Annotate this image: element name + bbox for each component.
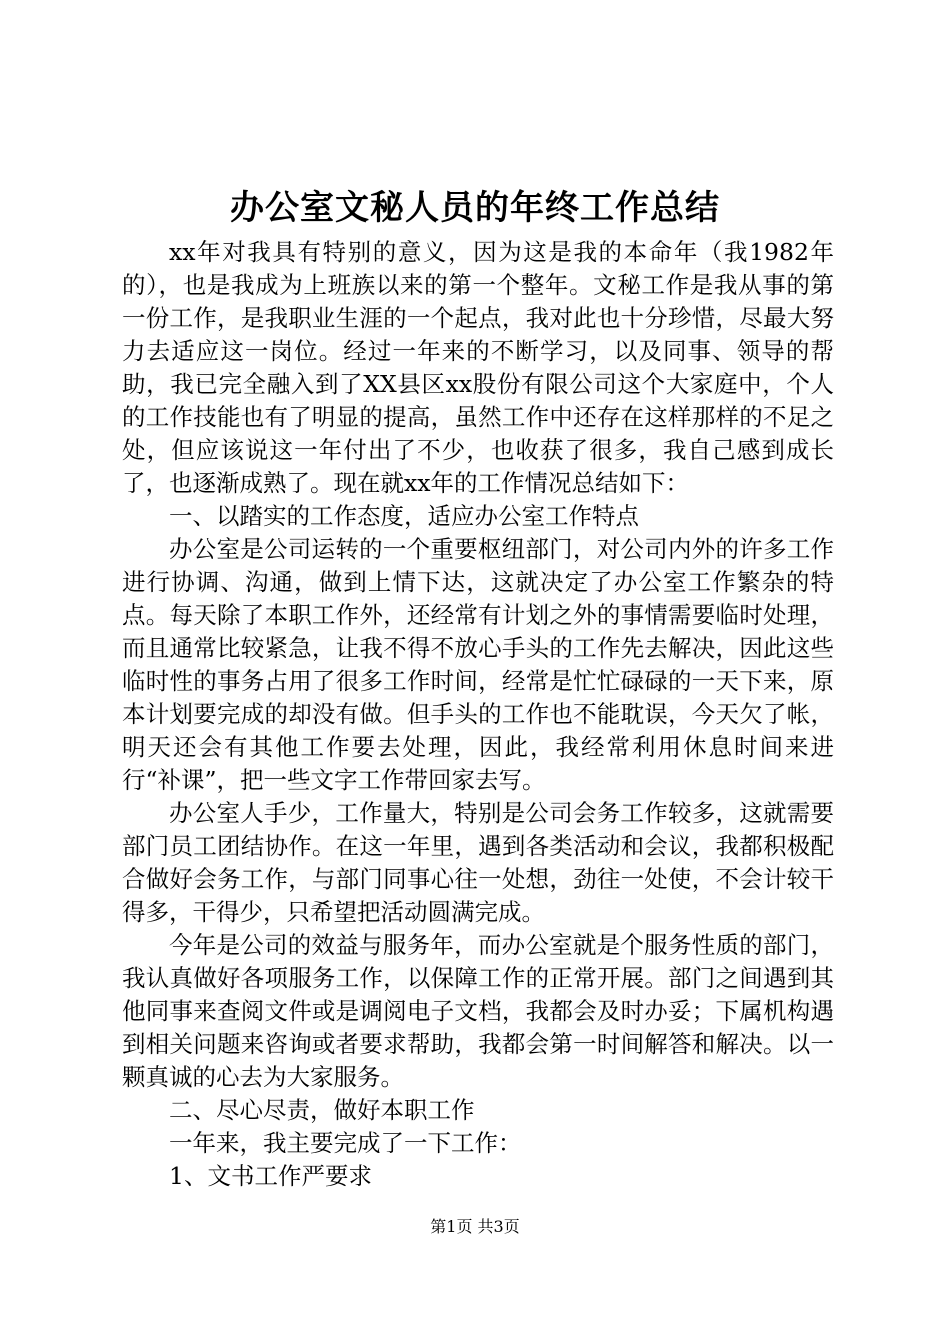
paragraph-teamwork: 办公室人手少，工作量大，特别是公司会务工作较多，这就需要部门员工团结协作。在这一年里，遇到各类活动和会议，我都积极配合做好会务工作，与部门同事心往一处想，劲往一处使，不会计较干得多，干得少，只希望把活动圆满完成。 <box>122 799 834 926</box>
paragraph-intro: xx年对我具有特别的意义，因为这是我的本命年（我1982年的），也是我成为上班族以来的第一个整年。文秘工作是我从事的第一份工作，是我职业生涯的一个起点，我对此也十分珍惜，尽最大努力去适应这一岗位。经过一年来的不断学习，以及同事、领导的帮助，我已完全融入到了XX县区xx股份有限公司这个大家庭中，个人的工作技能也有了明显的提高，虽然工作中还存在这样那样的不足之处，但应该说这一年付出了不少，也收获了很多，我自己感到成长了，也逐渐成熟了。现在就xx年的工作情况总结如下： <box>122 238 834 497</box>
section-heading-2: 二、尽心尽责，做好本职工作 <box>169 1096 475 1124</box>
section-heading-1: 一、以踏实的工作态度，适应办公室工作特点 <box>169 502 639 530</box>
paragraph-service: 今年是公司的效益与服务年，而办公室就是个服务性质的部门，我认真做好各项服务工作，以保障工作的正常开展。部门之间遇到其他同事来查阅文件或是调阅电子文档，我都会及时办妥；下属机构遇到相关问题来咨询或者要求帮助，我都会第一时间解答和解决。以一颗真诚的心去为大家服务。 <box>122 931 834 1091</box>
document-body <box>122 236 834 1193</box>
document-title: 办公室文秘人员的年终工作总结 <box>230 188 720 228</box>
paragraph-work-summary: 一年来，我主要完成了一下工作： <box>169 1129 522 1157</box>
paragraph-office-role: 办公室是公司运转的一个重要枢纽部门，对公司内外的许多工作进行协调、沟通，做到上情下达，这就决定了办公室工作繁杂的特点。每天除了本职工作外，还经常有计划之外的事情需要临时处理，而且通常比较紧急，让我不得不放心手头的工作先去解决，因此这些临时性的事务占用了很多工作时间，经常是忙忙碌碌的一天下来，原本计划要完成的却没有做。但手头的工作也不能耽误，今天欠了帐，明天还会有其他工作要去处理，因此，我经常利用休息时间来进行“补课”，把一些文字工作带回家去写。 <box>122 535 834 794</box>
page-number-footer: 第1页 共3页 <box>430 1217 520 1236</box>
subsection-heading-1: 1、文书工作严要求 <box>169 1162 372 1190</box>
